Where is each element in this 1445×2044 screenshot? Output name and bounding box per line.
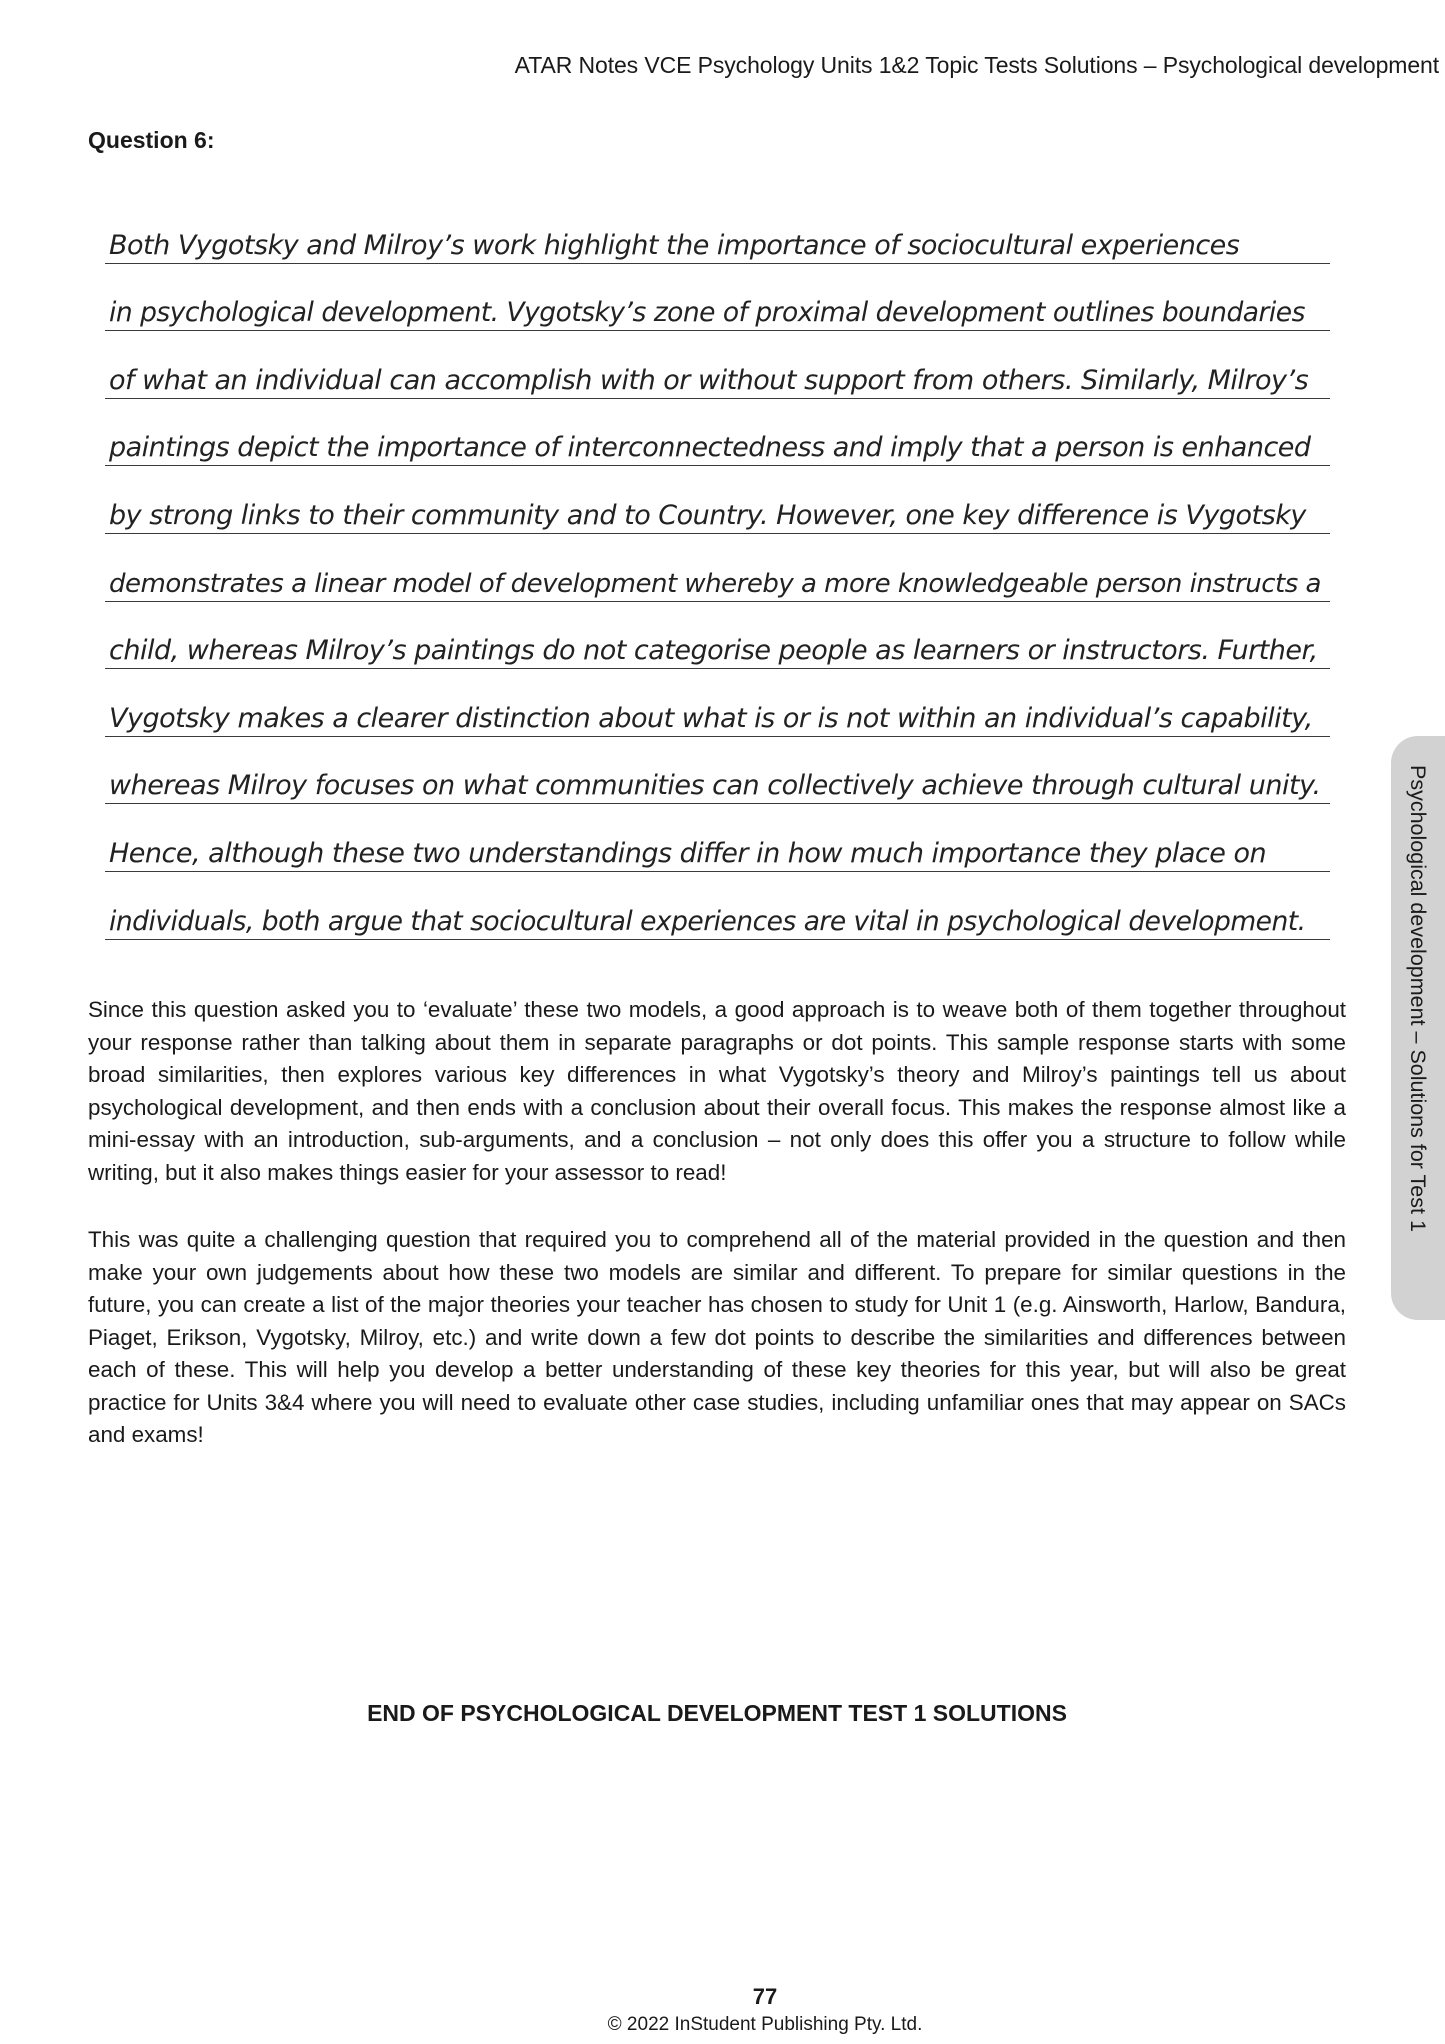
answer-line-text: by strong links to their community and to Country. However, one key difference is Vygotsky: [109, 499, 1306, 531]
answer-line: [105, 669, 1330, 737]
answer-line: [105, 872, 1330, 940]
answer-line: [105, 737, 1330, 805]
section-side-tab-label: Psychological development – Solutions for Test 1: [1406, 765, 1430, 1232]
answer-line: [105, 196, 1330, 264]
answer-line: [105, 331, 1330, 399]
answer-line-text: paintings depict the importance of interconnectedness and imply that a person is enhanced: [109, 432, 1311, 464]
answer-line-text: Both Vygotsky and Milroy’s work highlight the importance of sociocultural experiences: [109, 229, 1240, 261]
answer-line-text: demonstrates a linear model of development whereby a more knowledgeable person instructs a: [109, 568, 1321, 599]
explanation-paragraph-2: This was quite a challenging question that required you to comprehend all of the material provided in the question and then make your own judgements about how these two models are similar and different. To prepare for similar questions in the future, you can create a list of the major theories your teacher has chosen to study for Unit 1 (e.g. Ainsworth, Harlow, Bandura, Piaget, Erikson, Vygotsky, Milroy, etc.) and write down a few dot points to describe the similarities and differences between each of these. This will help you develop a better understanding of these key theories for this year, but will also be great practice for Units 3&4 where you will need to evaluate other case studies, including unfamiliar ones that may appear on SACs and exams!: [88, 1227, 1346, 1447]
answer-line: [105, 804, 1330, 872]
answer-line-text: child, whereas Milroy’s paintings do not categorise people as learners or instructors. Further,: [109, 635, 1318, 667]
answer-line: [105, 399, 1330, 467]
running-header: ATAR Notes VCE Psychology Units 1&2 Topic Tests Solutions – Psychological development: [514, 52, 1439, 78]
answer-line: [105, 534, 1330, 602]
answer-line-text: Vygotsky makes a clearer distinction about what is or is not within an individual’s capability,: [109, 702, 1313, 734]
copyright-notice: © 2022 InStudent Publishing Pty. Ltd.: [607, 2014, 923, 2035]
explanation-paragraph-1: Since this question asked you to ‘evaluate’ these two models, a good approach is to weave both of them together throughout your response rather than talking about them in separate paragraphs or dot points. This sample response starts with some broad similarities, then explores various key differences in what Vygotsky’s theory and Milroy’s paintings tell us about psychological development, and then ends with a conclusion about their overall focus. This makes the response almost like a mini-essay with an introduction, sub-arguments, and a conclusion – not only does this offer you a structure to follow while writing, but it also makes things easier for your assessor to read!: [88, 997, 1346, 1185]
end-of-test-banner: END OF PSYCHOLOGICAL DEVELOPMENT TEST 1 SOLUTIONS: [367, 1700, 1067, 1726]
answer-line: [105, 602, 1330, 670]
answer-line-text: in psychological development. Vygotsky’s zone of proximal development outlines boundaries: [109, 297, 1305, 329]
answer-line-text: whereas Milroy focuses on what communities can collectively achieve through cultural unity.: [109, 770, 1321, 802]
answer-line-text: of what an individual can accomplish with or without support from others. Similarly, Milroy’s: [109, 364, 1309, 396]
handwritten-answer: [105, 196, 1330, 940]
question-heading: Question 6:: [88, 127, 215, 153]
answer-line-text: Hence, although these two understandings differ in how much importance they place on: [109, 837, 1267, 869]
answer-line: [105, 466, 1330, 534]
page-number: 77: [752, 1984, 778, 2009]
answer-line-text: individuals, both argue that sociocultural experiences are vital in psychological development.: [109, 905, 1306, 937]
answer-line: [105, 264, 1330, 332]
